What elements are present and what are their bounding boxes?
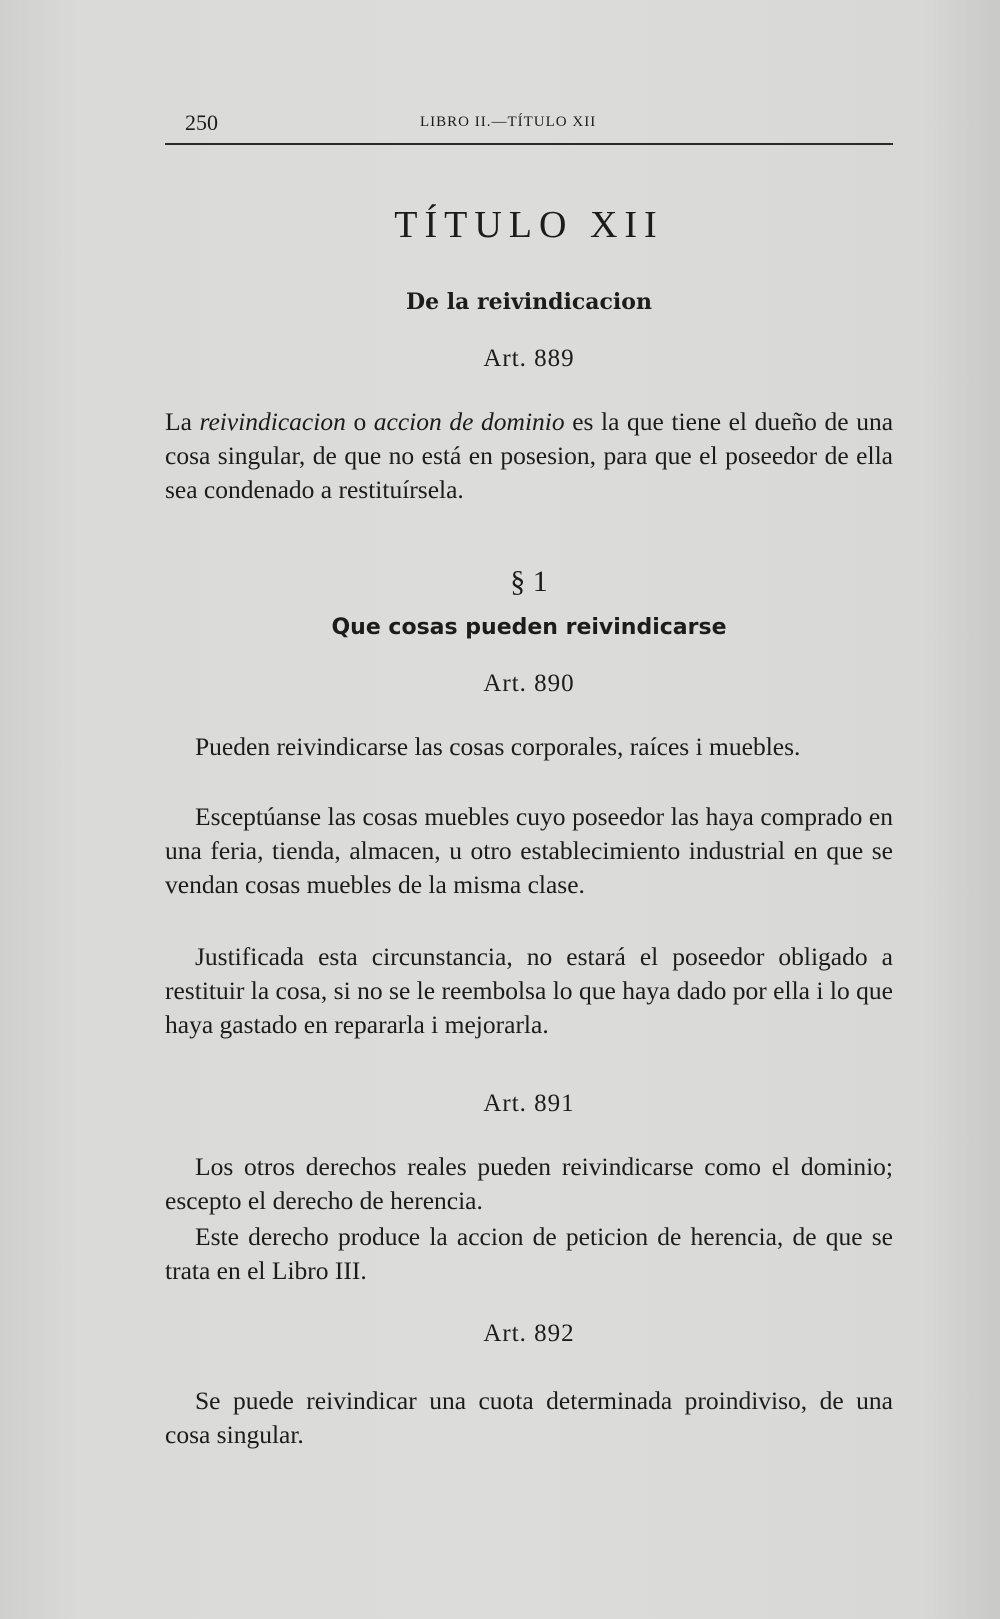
article-891-paragraph-2: Este derecho produce la accion de peticion de herencia, de que se trata en el Libro III. — [165, 1222, 893, 1285]
header-rule — [165, 143, 893, 145]
article-889-text — [165, 405, 893, 507]
article-892-label: Art. 892 — [483, 1320, 575, 1347]
subtitle-heading: De la reivindicacion — [406, 289, 652, 315]
article-890-paragraph-2: Esceptúanse las cosas muebles cuyo poseedor las haya comprado en una feria, tienda, almacen, u otro establecimiento industrial en que se vendan cosas muebles de la misma clase. — [165, 802, 893, 899]
article-891-label: Art. 891 — [483, 1090, 575, 1117]
title-heading: TÍTULO XII — [394, 204, 664, 246]
article-889-term-2: accion de dominio — [373, 407, 565, 436]
article-890-paragraph-1: Pueden reivindicarse las cosas corporales, raíces i muebles. — [195, 732, 801, 761]
article-890-paragraph-3: Justificada esta circunstancia, no estará el poseedor obligado a restituir la cosa, si no se le reembolsa lo que haya dado por ella i lo que haya gastado en repararla i mejorarla. — [165, 942, 893, 1039]
page-number: 250 — [185, 110, 218, 135]
article-889-term-1: reivindicacion — [199, 407, 346, 436]
article-889-label: Art. 889 — [483, 345, 575, 372]
section-symbol: § 1 — [510, 565, 548, 598]
article-890-label: Art. 890 — [483, 670, 575, 697]
article-889-text-1: La — [165, 407, 200, 436]
article-892-paragraph-1: Se puede reivindicar una cuota determinada proindiviso, de una cosa singular. — [165, 1386, 893, 1449]
running-title: LIBRO II.—TÍTULO XII — [420, 114, 597, 130]
article-889-text-3: es la que tiene el dueño de una cosa singular, de que no está en posesion, para que el poseedor de ella sea condenado a restituírsela. — [165, 407, 894, 504]
article-889-text-2: o — [345, 407, 374, 436]
article-891-paragraph-1: Los otros derechos reales pueden reivindicarse como el dominio; escepto el derecho de herencia. — [165, 1152, 893, 1215]
page-header — [165, 110, 890, 144]
section-title: Que cosas pueden reivindicarse — [331, 615, 727, 640]
